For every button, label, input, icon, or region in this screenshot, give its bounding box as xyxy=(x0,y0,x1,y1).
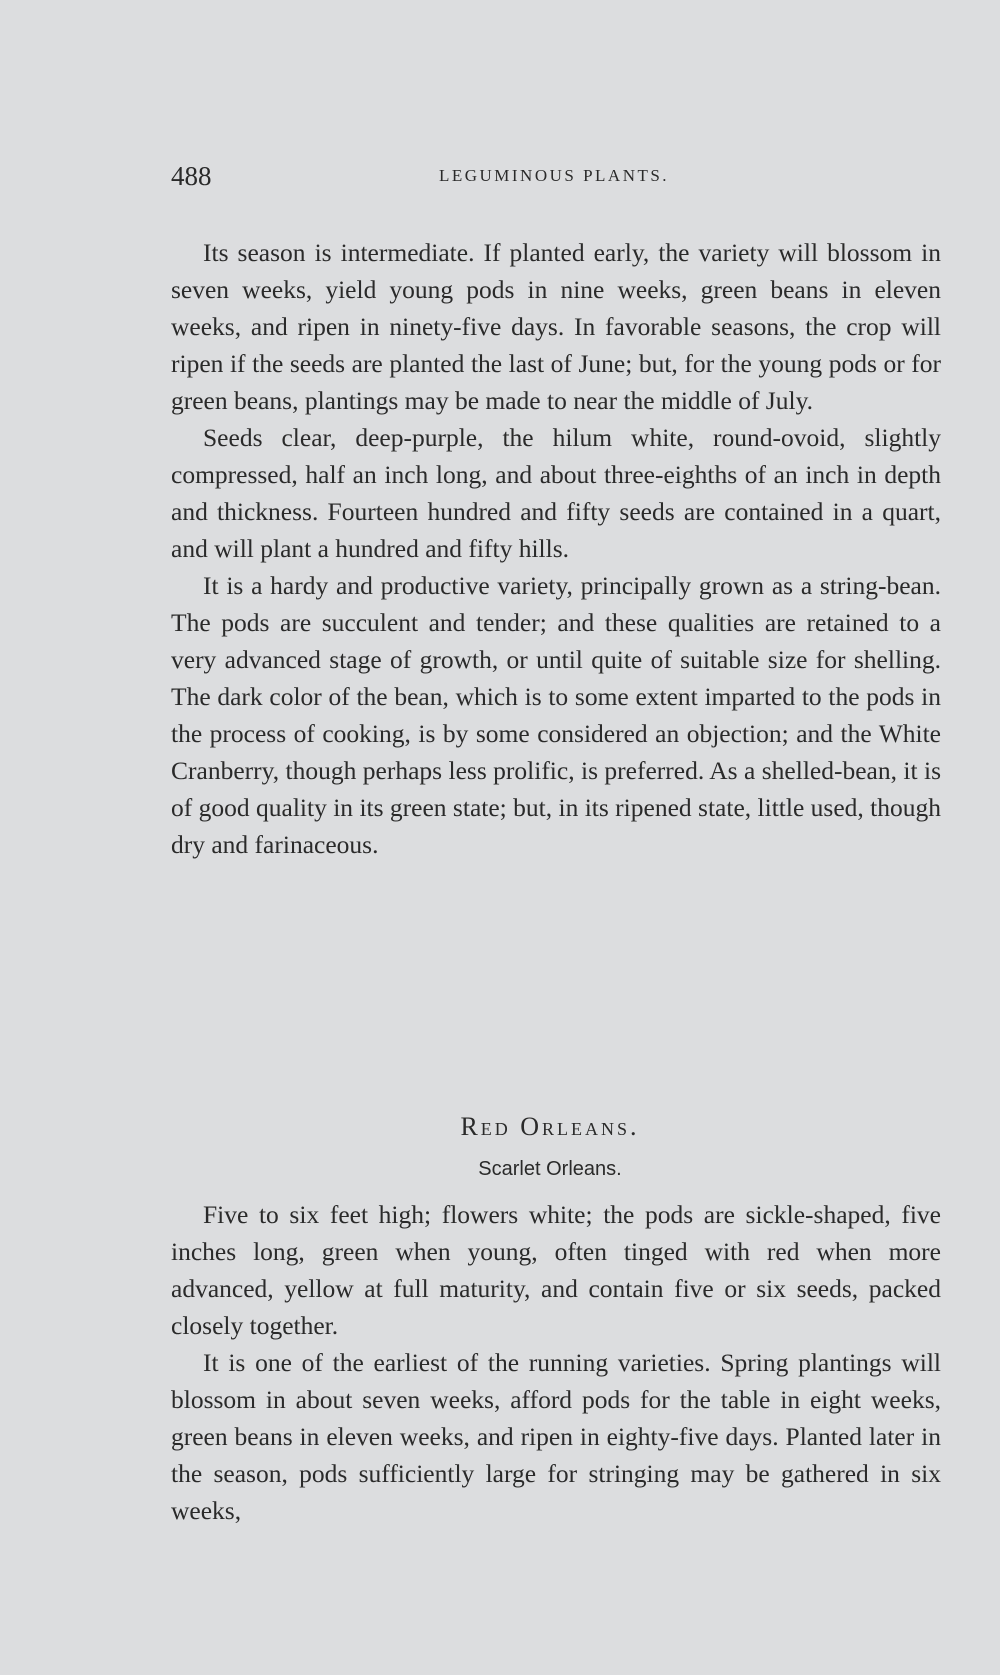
paragraph: It is one of the earliest of the running varieties. Spring plantings will blossom in about seven weeks, afford pods for the table in eight weeks, green beans in eleven weeks, and ripen in eighty-five days. Planted later in the season, pods sufficiently large for stringing may be gathered in six weeks, xyxy=(171,1348,941,1525)
paragraph: It is a hardy and productive variety, principally grown as a string-bean. The pods are succulent and tender; and these qualities are retained to a very advanced stage of growth, or until quite of suitable size for shelling. The dark color of the bean, which is to some extent imparted to the pods in the process of cooking, is by some considered an objection; and the White Cranberry, though perhaps less prolific, is preferred. As a shelled-bean, it is of good quality in its green state; but, in its ripened state, little used, though dry and farinaceous. xyxy=(171,571,941,859)
section-title: Red Orleans. xyxy=(460,1112,640,1141)
paragraph: Seeds clear, deep-purple, the hilum white, round-ovoid, slightly compressed, half an inch long, and about three-eighths of an inch in depth and thickness. Fourteen hundred and fifty seeds are contained in a quart, and will plant a hundred and fifty hills. xyxy=(171,423,941,563)
page-number: 488 xyxy=(171,161,212,191)
body-text-bottom xyxy=(171,1196,941,1529)
paragraph: Its season is intermediate. If planted early, the variety will blossom in seven weeks, yield young pods in nine weeks, green beans in eleven weeks, and ripen in ninety-five days. In favorable seasons, the crop will ripen if the seeds are planted the last of June; but, for the young pods or for green beans, plantings may be made to near the middle of July. xyxy=(171,238,941,415)
paragraph: Five to six feet high; flowers white; the pods are sickle-shaped, five inches long, green when young, often tinged with red when more advanced, yellow at full maturity, and contain five or six seeds, packed closely together. xyxy=(171,1200,941,1340)
running-head: LEGUMINOUS PLANTS. xyxy=(438,166,670,185)
page-header xyxy=(171,158,937,194)
body-text-top xyxy=(171,234,941,863)
section-subtitle: Scarlet Orleans. xyxy=(478,1158,622,1180)
